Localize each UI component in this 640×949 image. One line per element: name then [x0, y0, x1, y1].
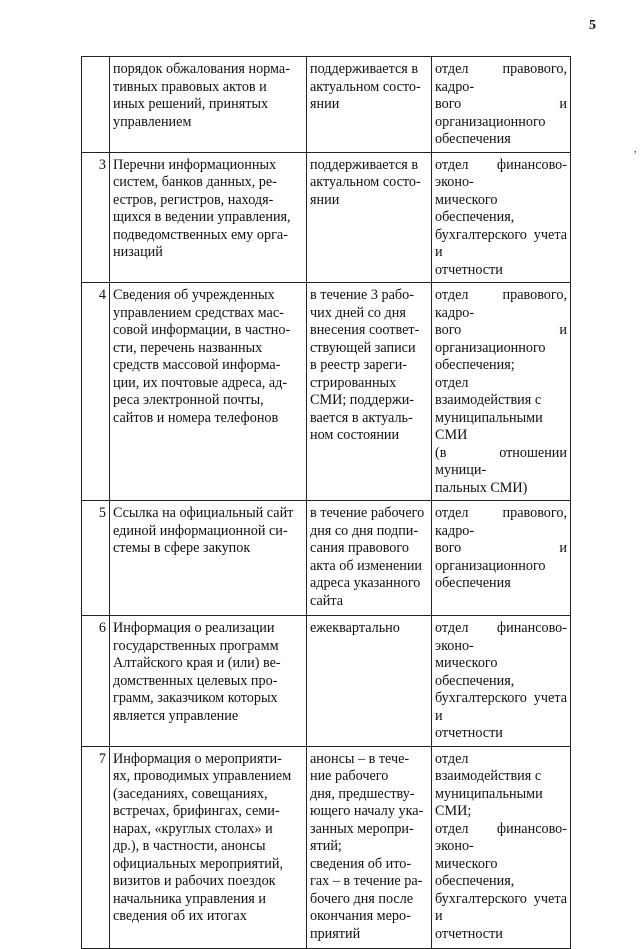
term-cell: поддерживается в актуальном состо- янии — [307, 152, 432, 283]
info-name-cell: Перечни информационных систем, банков данных, ре- естров, регистров, находя- щихся в ведении управления, подведомственных ему орга- низаций — [110, 152, 307, 283]
responsible-cell: отдел правового, кадро- вого и организационного обеспечения; отдел взаимодействия с муниципальными СМИ (в отношении муници- пальных СМИ) — [432, 283, 571, 501]
table-row — [82, 501, 571, 616]
table-row — [82, 616, 571, 747]
row-number-cell: 3 — [82, 152, 110, 283]
term-cell: в течение рабочего дня со дня подпи- сания правового акта об изменении адреса указанного сайта — [307, 501, 432, 616]
row-number-cell — [82, 57, 110, 153]
info-name-cell: Сведения об учрежденных управлением средствах мас- совой информации, в частно- сти, перечень названных средств массовой информа- ции, их почтовые адреса, ад- реса электронной почты, сайтов и номера телефонов — [110, 283, 307, 501]
table-row — [82, 283, 571, 501]
table-row — [82, 152, 571, 283]
term-cell: ежеквартально — [307, 616, 432, 747]
margin-mark: , — [634, 144, 637, 155]
info-name-cell: Информация о реализации государственных программ Алтайского края и (или) ве- домственных целевых про- грамм, заказчиком которых является управление — [110, 616, 307, 747]
term-cell: поддерживается в актуальном состо- янии — [307, 57, 432, 153]
row-number-cell: 7 — [82, 746, 110, 948]
information-table — [81, 56, 571, 949]
table-row — [82, 746, 571, 948]
info-name-cell: порядок обжалования норма- тивных правовых актов и иных решений, принятых управлением — [110, 57, 307, 153]
term-cell: анонсы – в тече- ние рабочего дня, предшеству- ющего началу ука- занных меропри- ятий; сведения об ито- гах – в течение ра- бочего дня после окончания меро- приятий — [307, 746, 432, 948]
responsible-cell: отдел финансово-эконо- мического обеспечения, бухгалтерского учета и отчетности — [432, 152, 571, 283]
page-number: 5 — [589, 18, 596, 33]
responsible-cell: отдел правового, кадро- вого и организационного обеспечения — [432, 501, 571, 616]
row-number-cell: 5 — [82, 501, 110, 616]
info-name-cell: Ссылка на официальный сайт единой информационной си- стемы в сфере закупок — [110, 501, 307, 616]
row-number-cell: 6 — [82, 616, 110, 747]
info-name-cell: Информация о мероприяти- ях, проводимых управлением (заседаниях, совещаниях, встречах, брифингах, семи- нарах, «круглых столах» и др.), в частности, анонсы официальных мероприятий, визитов и рабочих поездок начальника управления и сведения об их итогах — [110, 746, 307, 948]
responsible-cell: отдел взаимодействия с муниципальными СМИ; отдел финансово-эконо- мического обеспечения, бухгалтерского учета и отчетности — [432, 746, 571, 948]
table-row — [82, 57, 571, 153]
row-number-cell: 4 — [82, 283, 110, 501]
term-cell: в течение 3 рабо- чих дней со дня внесения соответ- ствующей записи в реестр зареги- стрированных СМИ; поддержи- вается в актуаль- ном состоянии — [307, 283, 432, 501]
responsible-cell: отдел финансово-эконо- мического обеспечения, бухгалтерского учета и отчетности — [432, 616, 571, 747]
responsible-cell: отдел правового, кадро- вого и организационного обеспечения — [432, 57, 571, 153]
